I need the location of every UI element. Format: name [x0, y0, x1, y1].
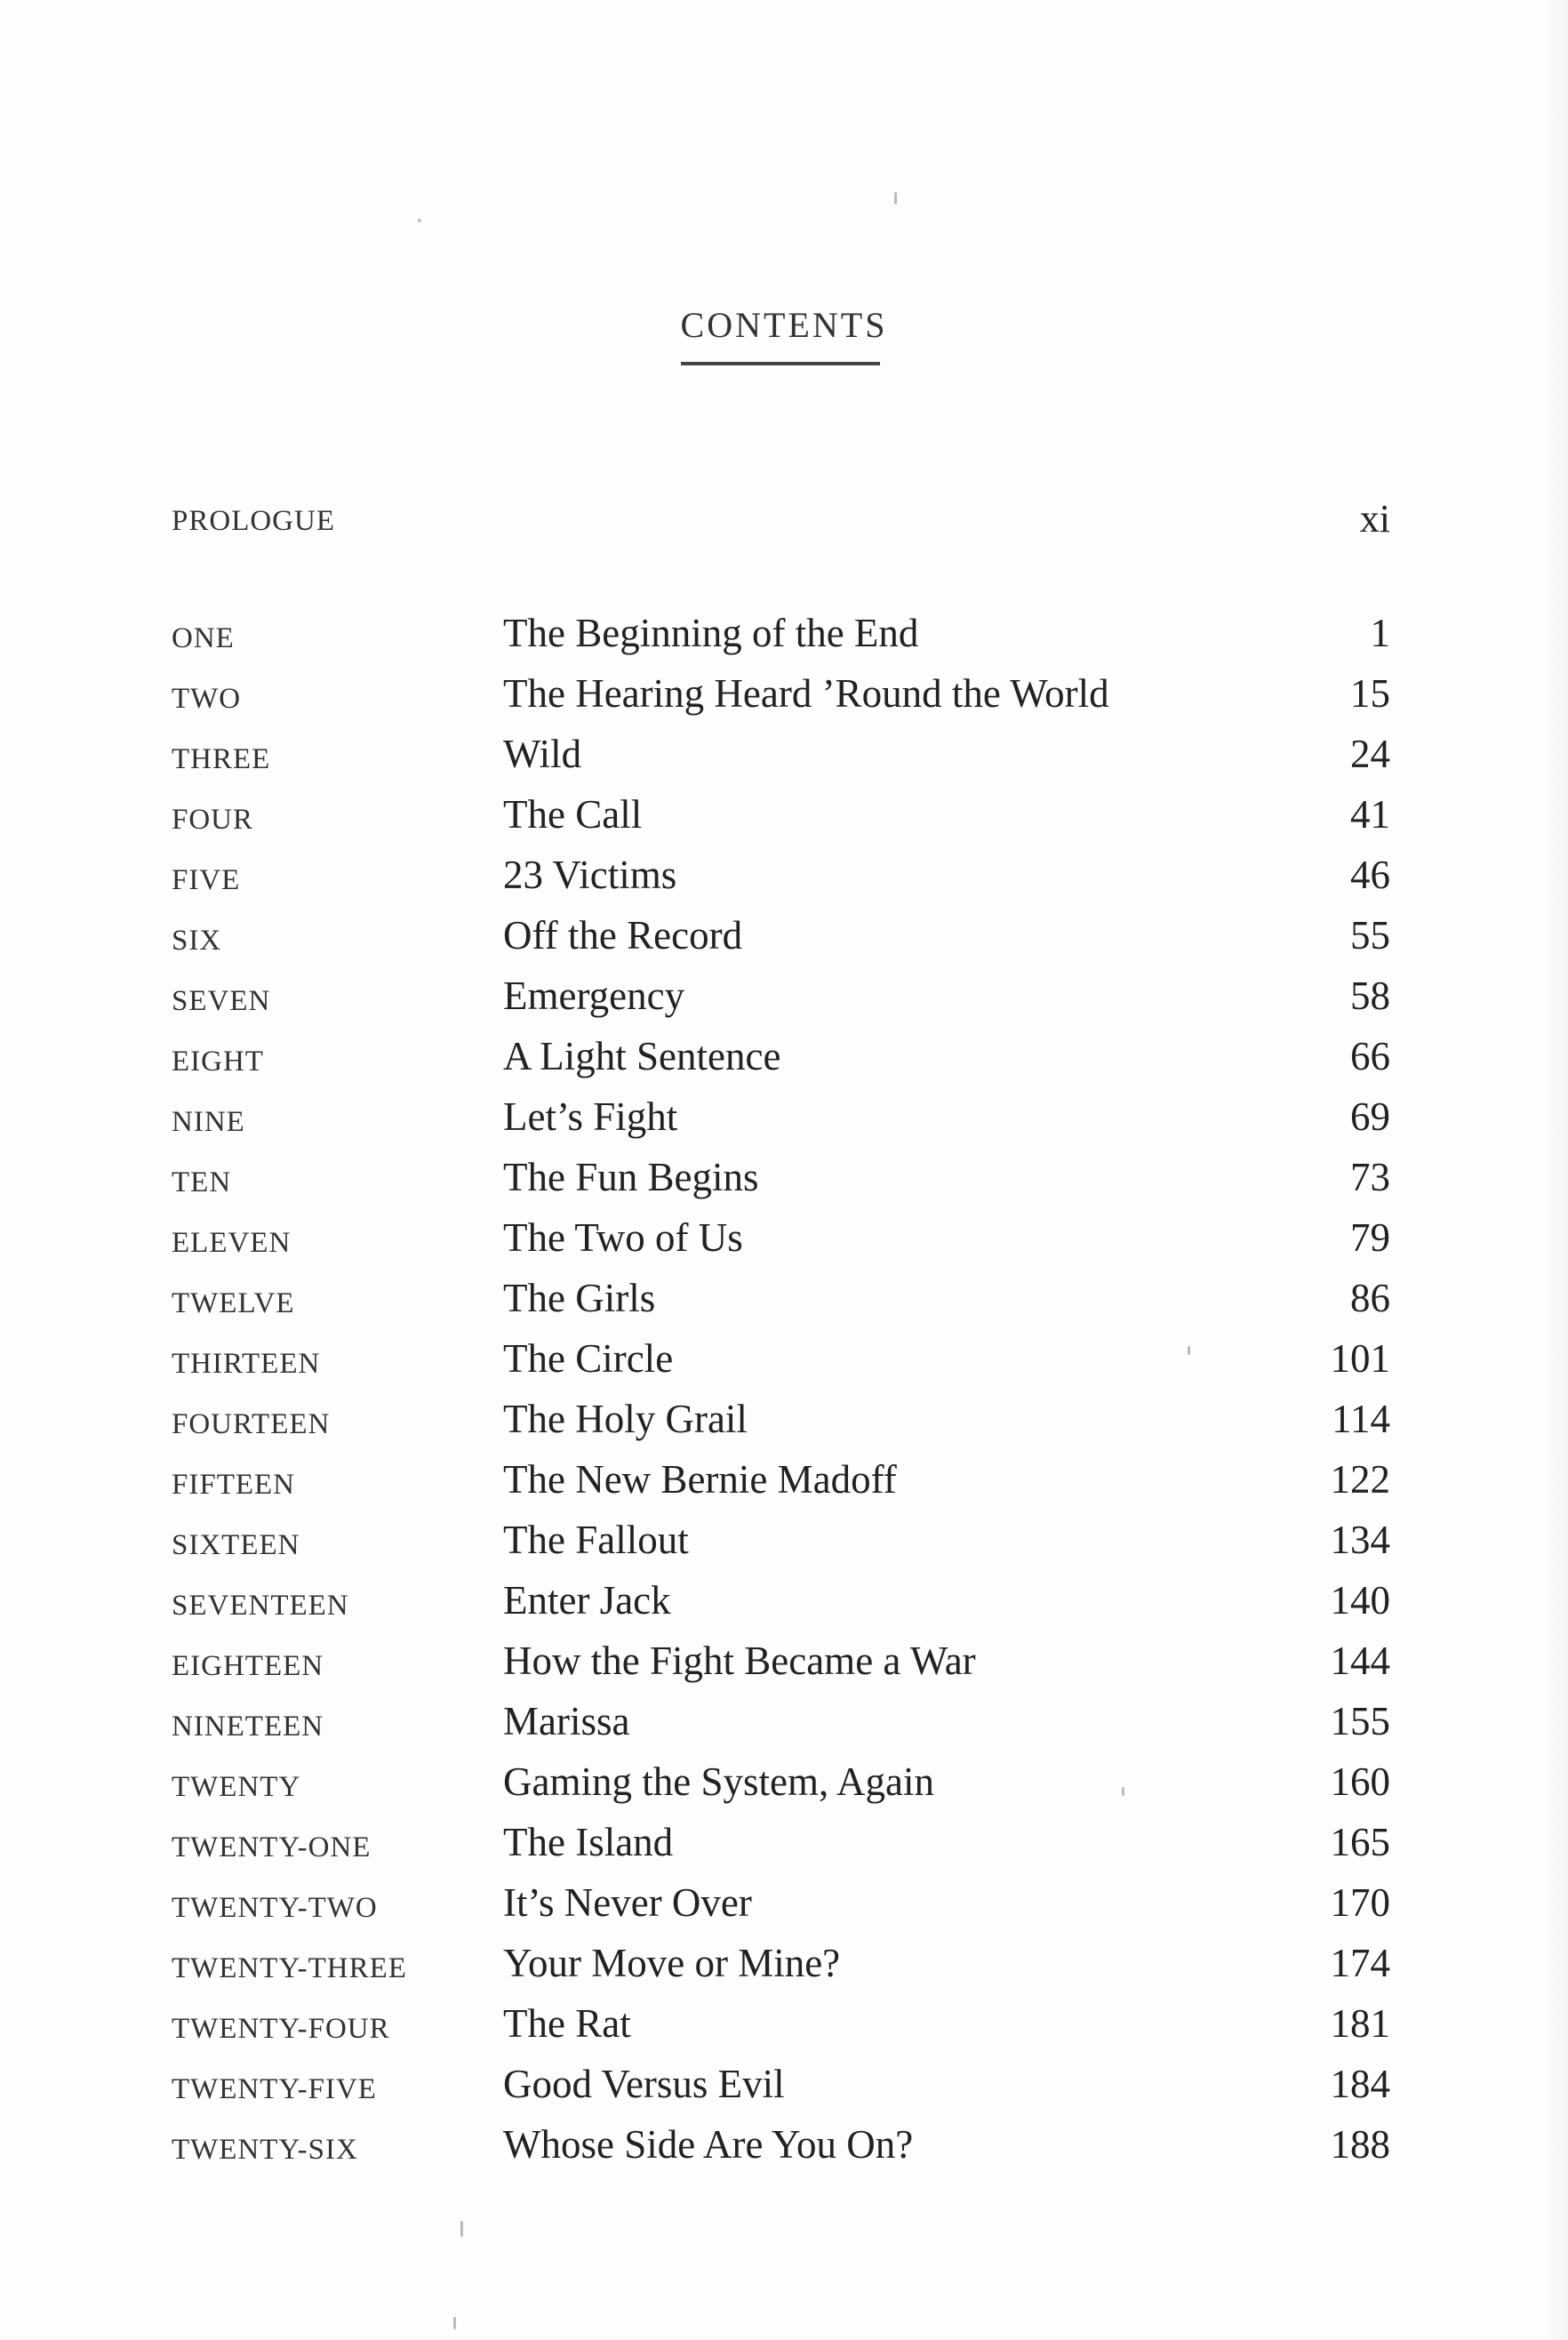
chapter-number: THIRTEEN	[172, 1348, 321, 1380]
chapter-number: ONE	[172, 622, 235, 654]
chapter-title: The Hearing Heard ’Round the World	[503, 671, 1109, 716]
toc-entry	[172, 1150, 1390, 1211]
chapter-number: TWENTY-SIX	[172, 2134, 358, 2166]
chapter-number: TEN	[172, 1166, 232, 1198]
chapter-title: The Rat	[503, 2001, 631, 2046]
chapter-number: FIFTEEN	[172, 1469, 295, 1501]
chapter-title: Off the Record	[503, 913, 743, 958]
chapter-page-number: 79	[1350, 1215, 1390, 1260]
toc-entry	[172, 606, 1390, 667]
chapter-number: TWENTY	[172, 1771, 301, 1803]
chapter-page-number: 140	[1330, 1578, 1390, 1623]
toc-entry	[172, 1695, 1390, 1755]
title-underline	[681, 362, 880, 365]
chapter-title: The Holy Grail	[503, 1397, 748, 1441]
prologue-label: PROLOGUE	[172, 505, 336, 537]
chapter-page-number: 1	[1370, 611, 1390, 655]
toc-entry	[172, 1030, 1390, 1090]
toc-entry	[172, 969, 1390, 1030]
chapter-number: SIXTEEN	[172, 1529, 300, 1561]
chapter-page-number: 144	[1330, 1639, 1390, 1683]
chapter-page-number: 73	[1350, 1155, 1390, 1199]
toc-entry	[172, 909, 1390, 969]
chapter-number: THREE	[172, 743, 271, 775]
chapter-number: EIGHTEEN	[172, 1650, 324, 1682]
toc-entry	[172, 1997, 1390, 2057]
chapter-page-number: 46	[1350, 853, 1390, 897]
chapter-page-number: 174	[1330, 1941, 1390, 1985]
chapter-number: FIVE	[172, 864, 241, 896]
toc-entry	[172, 667, 1390, 727]
chapter-page-number: 41	[1350, 792, 1390, 837]
toc-entry	[172, 788, 1390, 848]
chapter-page-number: 122	[1330, 1457, 1390, 1502]
scan-speck	[1122, 1787, 1124, 1796]
chapter-page-number: 24	[1350, 732, 1390, 776]
toc-entry	[172, 1211, 1390, 1271]
toc-entry	[172, 1332, 1390, 1392]
chapter-page-number: 134	[1330, 1518, 1390, 1562]
chapter-title: The Beginning of the End	[503, 611, 919, 655]
chapter-page-number: 15	[1350, 671, 1390, 716]
chapter-number: TWENTY-FOUR	[172, 2013, 390, 2045]
chapter-page-number: 86	[1350, 1276, 1390, 1320]
page-title: CONTENTS	[680, 305, 888, 345]
toc-entry	[172, 1392, 1390, 1453]
chapter-title: Whose Side Are You On?	[503, 2122, 914, 2167]
chapter-title: Gaming the System, Again	[503, 1759, 934, 1804]
chapter-title: 23 Victims	[503, 853, 677, 897]
chapter-page-number: 69	[1350, 1094, 1390, 1139]
chapter-number: ELEVEN	[172, 1227, 292, 1259]
chapter-number: NINETEEN	[172, 1711, 324, 1743]
scan-speck	[453, 2317, 456, 2329]
toc-entry	[172, 1574, 1390, 1634]
chapter-page-number: 165	[1330, 1820, 1390, 1864]
toc-entry	[172, 2118, 1390, 2178]
chapter-page-number: 188	[1330, 2122, 1390, 2167]
chapter-page-number: 58	[1350, 974, 1390, 1018]
chapter-page-number: 170	[1330, 1880, 1390, 1925]
chapter-title: The New Bernie Madoff	[503, 1457, 897, 1502]
chapter-title: The Fallout	[503, 1518, 689, 1562]
chapter-number: EIGHT	[172, 1046, 264, 1078]
scan-speck	[1188, 1346, 1190, 1355]
toc-entry	[172, 1815, 1390, 1876]
chapter-page-number: 66	[1350, 1034, 1390, 1078]
chapter-number: FOUR	[172, 804, 254, 836]
prologue-entry	[172, 496, 1390, 549]
toc-entry	[172, 1271, 1390, 1332]
chapter-title: It’s Never Over	[503, 1880, 752, 1925]
scan-speck	[460, 2221, 463, 2237]
table-of-contents-list	[172, 606, 1390, 2178]
chapter-title: The Fun Begins	[503, 1155, 759, 1199]
chapter-title: The Girls	[503, 1276, 656, 1320]
chapter-number: FOURTEEN	[172, 1408, 331, 1440]
chapter-number: SEVEN	[172, 985, 271, 1017]
toc-entry	[172, 1513, 1390, 1574]
toc-entry	[172, 727, 1390, 788]
chapter-number: TWELVE	[172, 1287, 295, 1319]
chapter-title: The Call	[503, 792, 643, 837]
toc-entry	[172, 2057, 1390, 2118]
chapter-title: Let’s Fight	[503, 1094, 678, 1139]
toc-entry	[172, 1634, 1390, 1695]
scan-speck	[894, 192, 897, 204]
chapter-title: Marissa	[503, 1699, 630, 1743]
toc-entry	[172, 1453, 1390, 1513]
chapter-title: How the Fight Became a War	[503, 1639, 976, 1683]
chapter-number: TWO	[172, 683, 242, 715]
toc-entry	[172, 1936, 1390, 1997]
chapter-number: TWENTY-THREE	[172, 1952, 407, 1984]
chapter-title: Your Move or Mine?	[503, 1941, 841, 1985]
scan-speck	[418, 219, 421, 222]
toc-entry	[172, 848, 1390, 909]
chapter-page-number: 181	[1330, 2001, 1390, 2046]
toc-entry	[172, 1090, 1390, 1150]
chapter-page-number: 101	[1330, 1336, 1390, 1381]
scan-edge-shadow	[1543, 0, 1568, 2340]
chapter-number: NINE	[172, 1106, 245, 1138]
prologue-page-number: xi	[1359, 497, 1390, 541]
chapter-number: TWENTY-TWO	[172, 1892, 378, 1924]
toc-entry	[172, 1755, 1390, 1815]
chapter-page-number: 184	[1330, 2062, 1390, 2106]
chapter-page-number: 155	[1330, 1699, 1390, 1743]
chapter-title: The Two of Us	[503, 1215, 743, 1260]
chapter-title: The Island	[503, 1820, 674, 1864]
chapter-title: A Light Sentence	[503, 1034, 781, 1078]
chapter-page-number: 160	[1330, 1759, 1390, 1804]
chapter-title: Good Versus Evil	[503, 2062, 785, 2106]
chapter-page-number: 114	[1332, 1397, 1390, 1441]
chapter-number: TWENTY-ONE	[172, 1831, 372, 1863]
chapter-title: Wild	[503, 732, 582, 776]
chapter-title: The Circle	[503, 1336, 674, 1381]
chapter-page-number: 55	[1350, 913, 1390, 958]
chapter-title: Emergency	[503, 974, 685, 1018]
chapter-number: TWENTY-FIVE	[172, 2073, 377, 2105]
chapter-number: SEVENTEEN	[172, 1590, 349, 1622]
chapter-title: Enter Jack	[503, 1578, 671, 1623]
toc-entry	[172, 1876, 1390, 1936]
chapter-number: SIX	[172, 925, 222, 957]
